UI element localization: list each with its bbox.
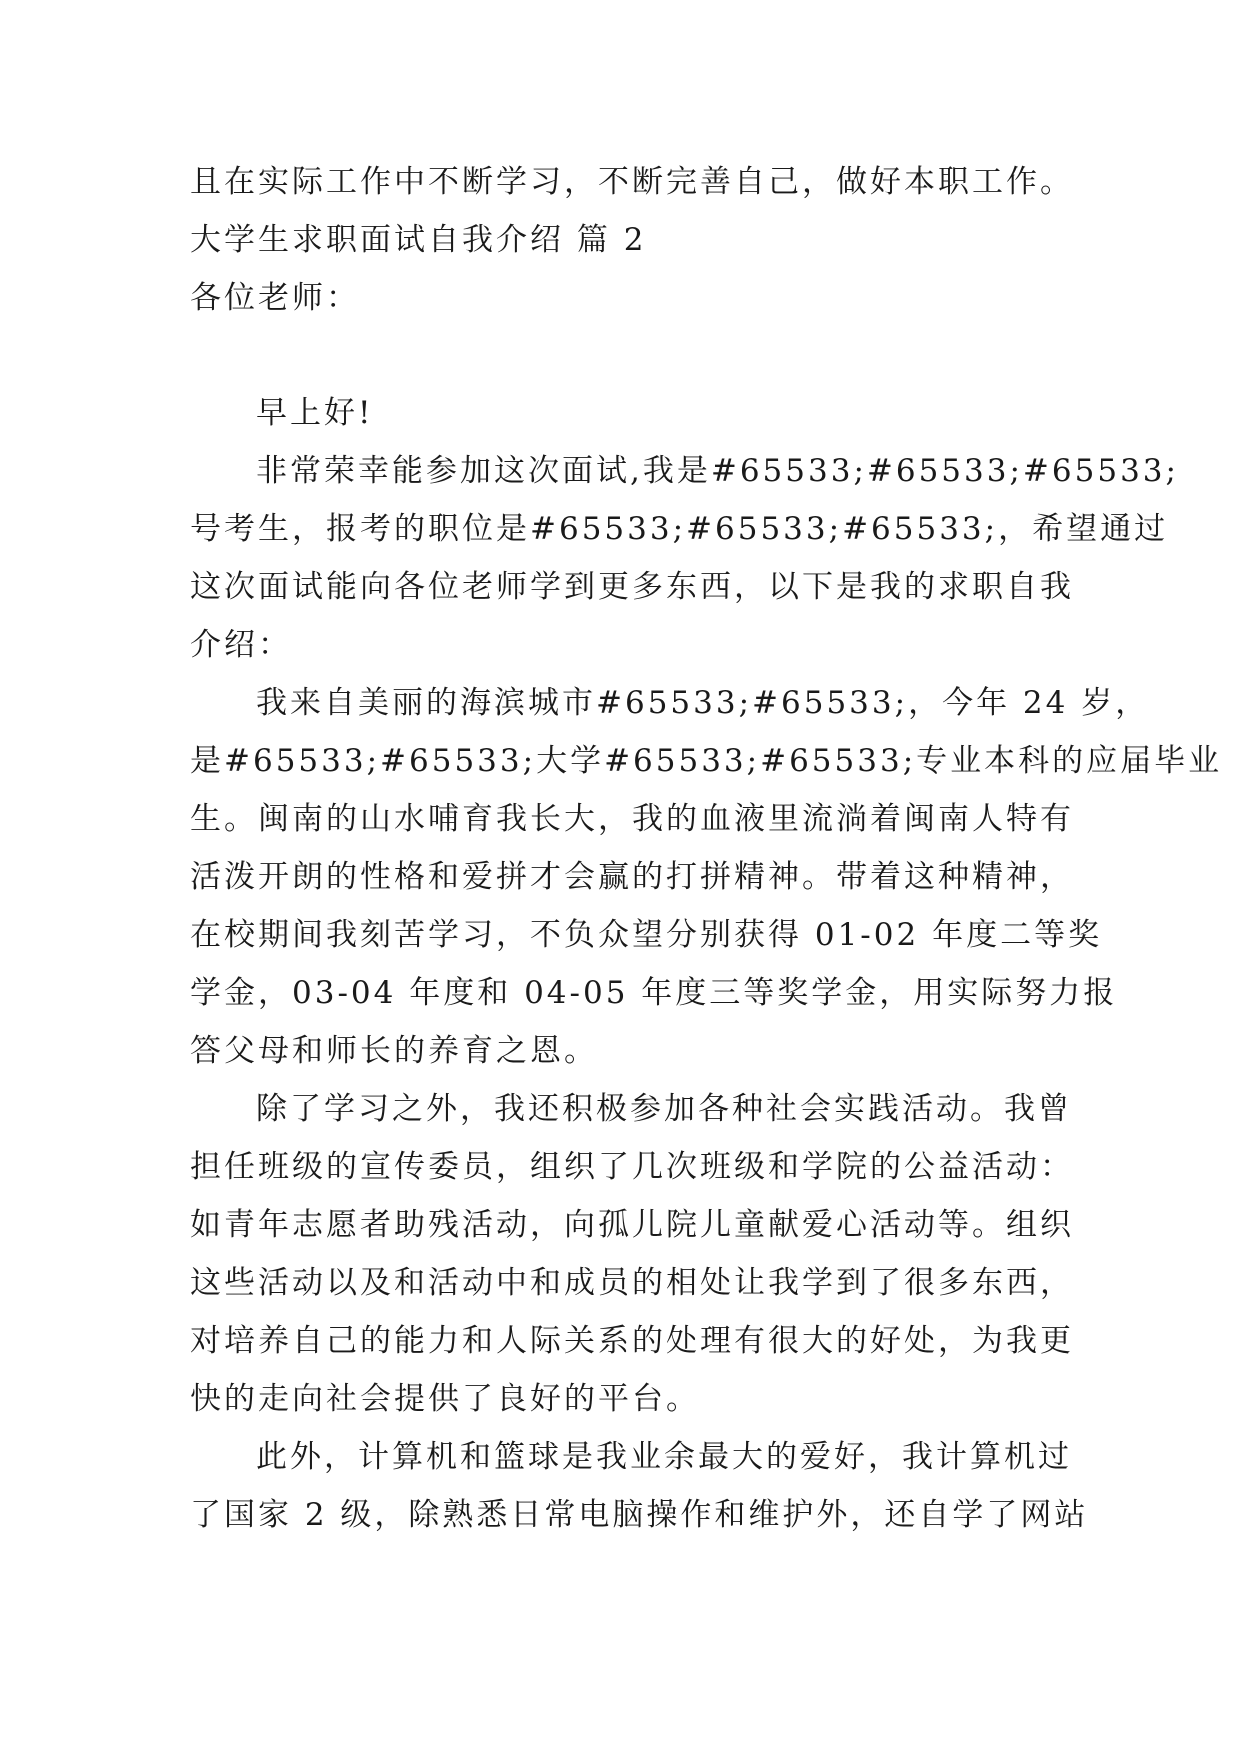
- paragraph-line: 号考生，报考的职位是#65533;#65533;#65533;，希望通过: [190, 511, 1169, 547]
- section-heading: 大学生求职面试自我介绍 篇 2: [190, 222, 647, 258]
- paragraph-line: 担任班级的宣传委员，组织了几次班级和学院的公益活动：: [190, 1149, 1074, 1185]
- paragraph-line: 答父母和师长的养育之恩。: [190, 1033, 598, 1069]
- paragraph-line: 介绍：: [190, 627, 292, 663]
- paragraph-line: 这些活动以及和活动中和成员的相处让我学到了很多东西，: [190, 1265, 1074, 1301]
- paragraph-line: 活泼开朗的性格和爱拼才会赢的打拼精神。带着这种精神，: [190, 859, 1074, 895]
- paragraph-line: 我来自美丽的海滨城市#65533;#65533;，今年 24 岁，: [256, 685, 1150, 721]
- paragraph-line: 这次面试能向各位老师学到更多东西，以下是我的求职自我: [190, 569, 1074, 605]
- paragraph-line: 此外，计算机和篮球是我业余最大的爱好，我计算机过: [256, 1439, 1072, 1475]
- paragraph-line: 在校期间我刻苦学习，不负众望分别获得 01-02 年度二等奖: [190, 917, 1103, 953]
- paragraph-line: 如青年志愿者助残活动，向孤儿院儿童献爱心活动等。组织: [190, 1207, 1074, 1243]
- text-line: 且在实际工作中不断学习，不断完善自己，做好本职工作。: [190, 164, 1074, 200]
- salutation: 各位老师：: [190, 280, 360, 316]
- paragraph-line: 学金，03-04 年度和 04-05 年度三等奖学金，用实际努力报: [190, 975, 1118, 1011]
- paragraph-line: 除了学习之外，我还积极参加各种社会实践活动。我曾: [256, 1091, 1072, 1127]
- paragraph-line: 快的走向社会提供了良好的平台。: [190, 1381, 700, 1417]
- paragraph-line: 是#65533;#65533;大学#65533;#65533;专业本科的应届毕业: [190, 743, 1223, 779]
- paragraph-line: 了国家 2 级，除熟悉日常电脑操作和维护外，还自学了网站: [190, 1497, 1089, 1533]
- greeting: 早上好!: [256, 395, 374, 431]
- paragraph-line: 生。闽南的山水哺育我长大，我的血液里流淌着闽南人特有: [190, 801, 1074, 837]
- paragraph-line: 非常荣幸能参加这次面试,我是#65533;#65533;#65533;: [256, 453, 1179, 489]
- paragraph-line: 对培养自己的能力和人际关系的处理有很大的好处，为我更: [190, 1323, 1074, 1359]
